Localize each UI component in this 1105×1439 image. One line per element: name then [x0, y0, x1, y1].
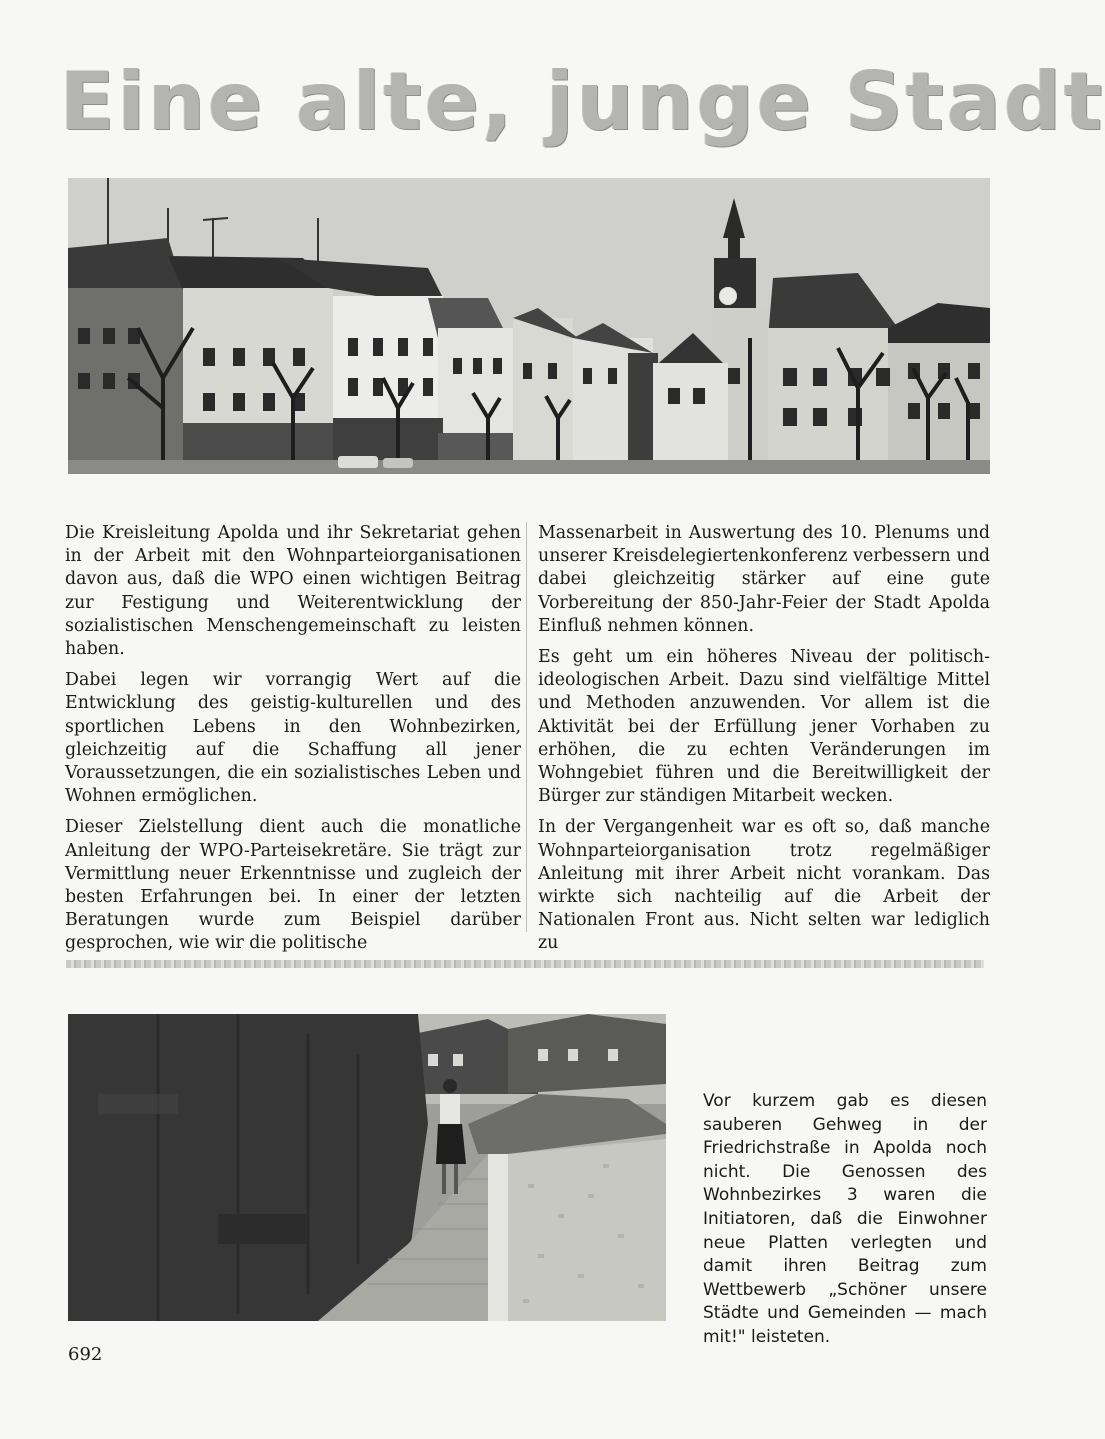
photo-caption: Vor kurzem gab es diesen sauberen Gehweg in der Friedrichstraße in Apolda noch nicht. Die Genossen des Wohnbezirkes 3 waren die Initiatoren, daß die Einwohner neue Platten verlegten und damit ihren Beitrag zum Wettbewerb „Schöner unsere Städte und Gemeinden — mach mit!" leisteten. [703, 1091, 987, 1347]
article-paragraph: Dabei legen wir vorrangig Wert auf die Entwicklung des geistig-kulturellen und des sportlichen Lebens in den Wohnbezirken, gleichzeitig auf die Schaffung all jener Voraussetzungen, die ein sozialistisches Leben und Wohnen ermöglichen. [65, 670, 521, 807]
article-left-column [65, 522, 521, 964]
article-right-column [538, 522, 990, 964]
article-paragraph: Massenarbeit in Auswertung des 10. Plenums und unserer Kreisdelegiertenkonferenz verbessern und dabei gleichzeitig stärker auf eine gute Vorbereitung der 850-Jahr-Feier der Stadt Apolda Einfluß nehmen können. [538, 523, 990, 636]
article-paragraph: In der Vergangenheit war es oft so, daß manche Wohnparteiorganisation trotz regelmäßiger Anleitung mit ihrer Arbeit nicht vorankam. Das wirkte sich nachteilig auf die Arbeit der Nationalen Front aus. Nicht selten war lediglich zu [538, 817, 990, 954]
street-sidewalk-photo [68, 1014, 666, 1321]
street-sidewalk-photo-icon [68, 1014, 666, 1321]
town-square-photo-icon [68, 178, 990, 474]
column-divider [526, 522, 527, 932]
article-paragraph: Die Kreisleitung Apolda und ihr Sekretariat gehen in der Arbeit mit den Wohnparteiorganisationen davon aus, daß die WPO einen wichtigen Beitrag zur Festigung und Weiterentwicklung der sozialistischen Menschengemeinschaft zu leisten haben. [65, 523, 521, 660]
town-square-photo [68, 178, 990, 474]
page-number: 692 [68, 1344, 103, 1365]
headline: Eine alte, junge Stadt [60, 55, 1105, 148]
article-paragraph: Dieser Zielstellung dient auch die monatliche Anleitung der WPO-Parteisekretäre. Sie trägt zur Vermittlung neuer Erkenntnisse und zugleich der besten Erfahrungen bei. In einer der letzten Beratungen wurde zum Beispiel darüber gesprochen, wie wir die politische [65, 817, 521, 954]
section-divider [66, 960, 984, 968]
article-paragraph: Es geht um ein höheres Niveau der politisch-ideologischen Arbeit. Dazu sind vielfältige Mittel und Methoden anzuwenden. Vor allem ist die Aktivität bei der Erfüllung jener Vorhaben zu erhöhen, die zu echten Veränderungen im Wohngebiet führen und die Bereitwilligkeit der Bürger zur ständigen Mitarbeit wecken. [538, 647, 990, 807]
